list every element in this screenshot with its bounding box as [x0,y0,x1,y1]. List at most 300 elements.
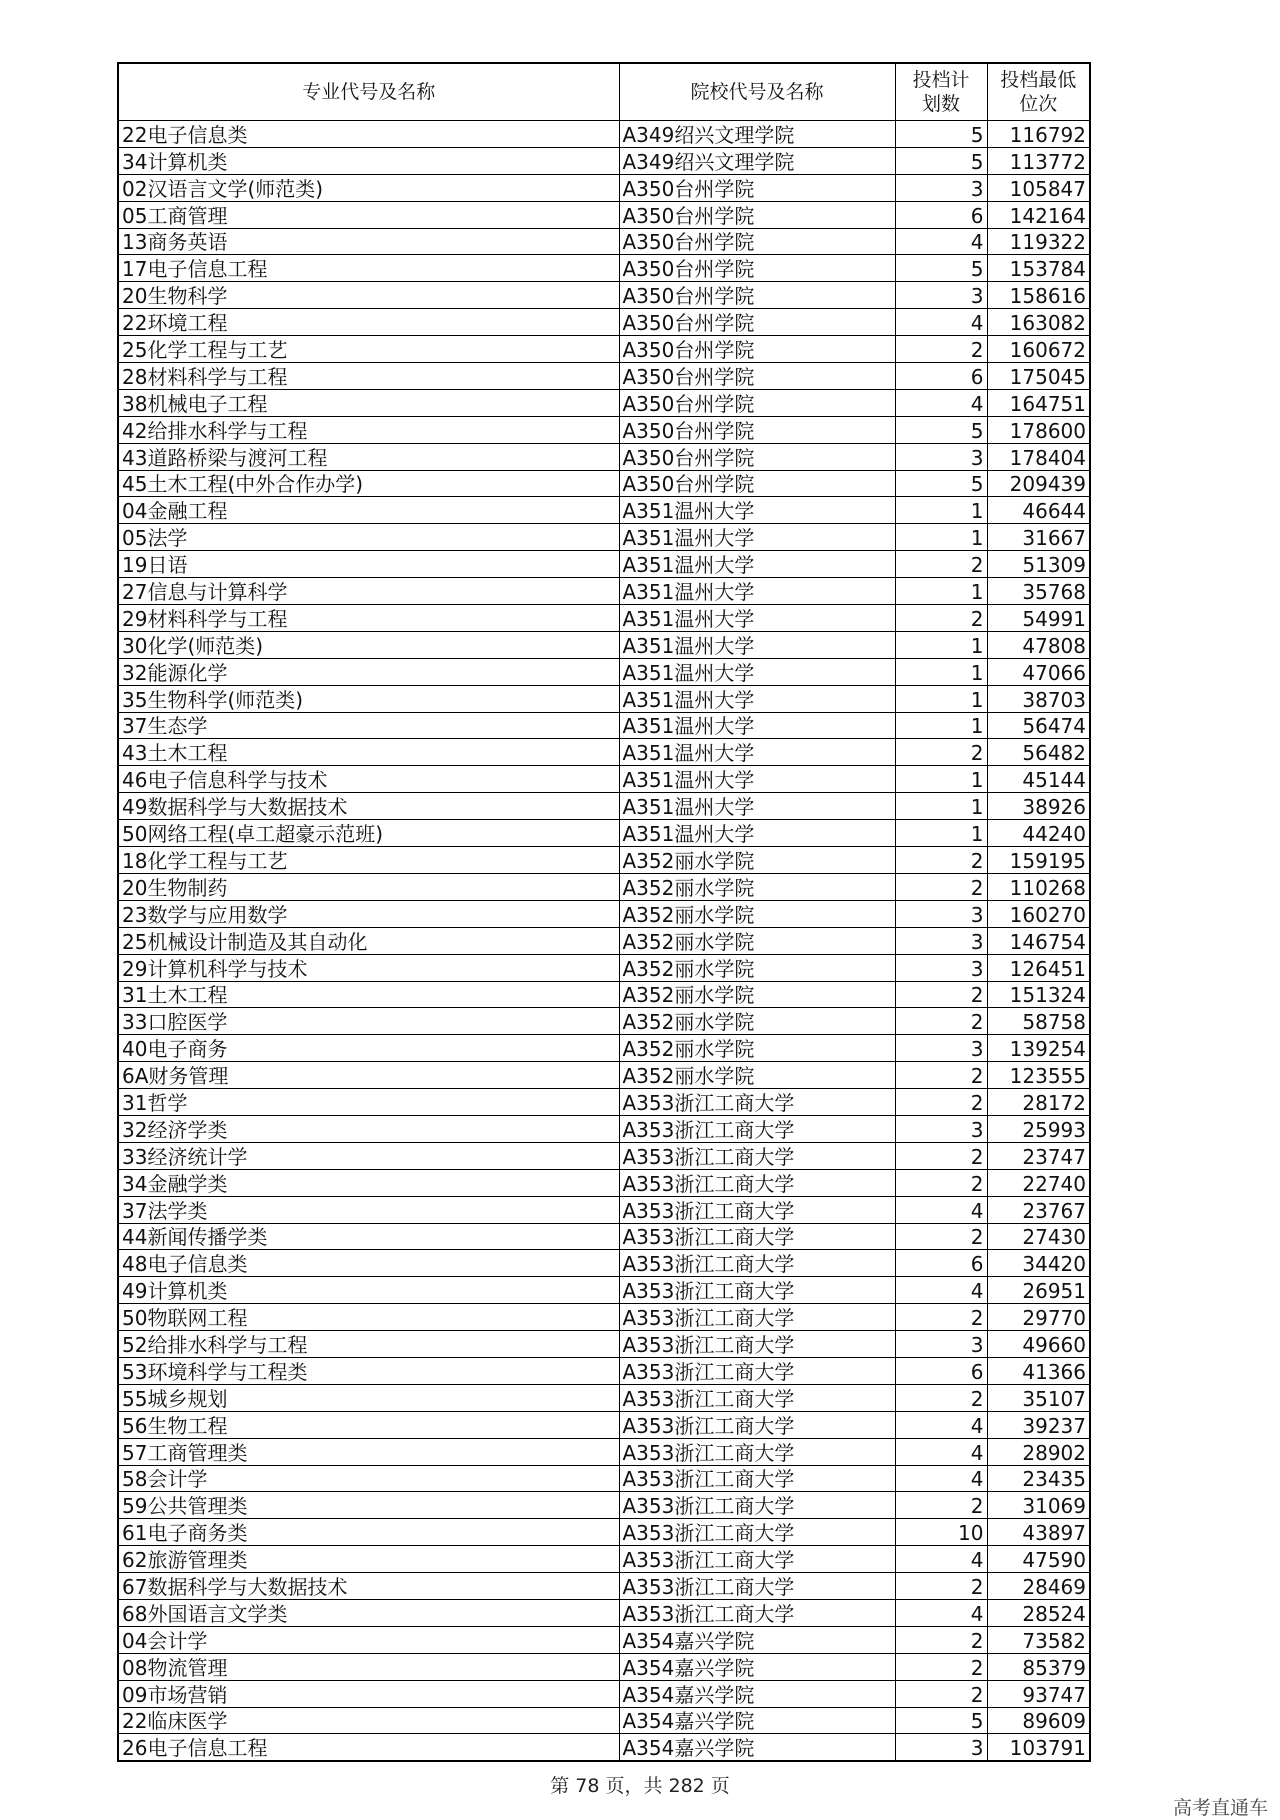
cell-major: 55城乡规划 [118,1384,619,1411]
table-row [118,1653,1090,1680]
cell-major: 61电子商务类 [118,1519,619,1546]
cell-plan-count: 3 [895,1331,987,1358]
table-row [118,1626,1090,1653]
cell-school: A353浙江工商大学 [619,1089,895,1116]
cell-min-rank: 146754 [987,927,1090,954]
cell-min-rank: 49660 [987,1331,1090,1358]
table-row [118,363,1090,390]
cell-plan-count: 2 [895,605,987,632]
cell-major: 23数学与应用数学 [118,900,619,927]
cell-plan-count: 6 [895,201,987,228]
cell-school: A353浙江工商大学 [619,1115,895,1142]
cell-school: A351温州大学 [619,712,895,739]
cell-plan-count: 4 [895,1438,987,1465]
cell-school: A353浙江工商大学 [619,1223,895,1250]
cell-min-rank: 25993 [987,1115,1090,1142]
cell-min-rank: 93747 [987,1680,1090,1707]
cell-plan-count: 1 [895,685,987,712]
table-row [118,605,1090,632]
table-row [118,1411,1090,1438]
table-row [118,1357,1090,1384]
cell-plan-count: 2 [895,1492,987,1519]
table-row [118,228,1090,255]
cell-plan-count: 3 [895,174,987,201]
cell-major: 22电子信息类 [118,121,619,148]
cell-school: A350台州学院 [619,228,895,255]
table-row [118,1465,1090,1492]
cell-major: 26电子信息工程 [118,1734,619,1761]
cell-min-rank: 51309 [987,551,1090,578]
cell-min-rank: 160270 [987,900,1090,927]
cell-major: 67数据科学与大数据技术 [118,1573,619,1600]
cell-major: 04会计学 [118,1626,619,1653]
cell-major: 25机械设计制造及其自动化 [118,927,619,954]
table-row [118,1492,1090,1519]
cell-school: A351温州大学 [619,685,895,712]
cell-plan-count: 6 [895,1357,987,1384]
cell-min-rank: 23435 [987,1465,1090,1492]
table-row [118,121,1090,148]
cell-min-rank: 158616 [987,282,1090,309]
cell-school: A353浙江工商大学 [619,1196,895,1223]
cell-major: 34计算机类 [118,147,619,174]
table-row [118,1169,1090,1196]
table-row [118,766,1090,793]
cell-min-rank: 58758 [987,1008,1090,1035]
table-row [118,1277,1090,1304]
cell-plan-count: 1 [895,524,987,551]
table-row [118,1384,1090,1411]
table-row [118,1546,1090,1573]
cell-min-rank: 56482 [987,739,1090,766]
cell-plan-count: 3 [895,927,987,954]
cell-min-rank: 73582 [987,1626,1090,1653]
cell-school: A352丽水学院 [619,954,895,981]
cell-school: A350台州学院 [619,309,895,336]
table-row [118,1438,1090,1465]
cell-min-rank: 153784 [987,255,1090,282]
cell-major: 49数据科学与大数据技术 [118,793,619,820]
header-rank-line2: 位次 [1019,93,1058,115]
cell-min-rank: 28902 [987,1438,1090,1465]
cell-school: A353浙江工商大学 [619,1331,895,1358]
table-row [118,1115,1090,1142]
table-row [118,416,1090,443]
cell-plan-count: 2 [895,1304,987,1331]
table-row [118,497,1090,524]
cell-major: 59公共管理类 [118,1492,619,1519]
cell-major: 13商务英语 [118,228,619,255]
cell-min-rank: 103791 [987,1734,1090,1761]
table-row [118,389,1090,416]
cell-school: A352丽水学院 [619,873,895,900]
cell-min-rank: 31069 [987,1492,1090,1519]
cell-major: 29计算机科学与技术 [118,954,619,981]
cell-min-rank: 123555 [987,1062,1090,1089]
header-rank-line1: 投档最低 [1000,69,1077,91]
cell-school: A354嘉兴学院 [619,1626,895,1653]
table-row [118,174,1090,201]
cell-plan-count: 2 [895,739,987,766]
cell-major: 22环境工程 [118,309,619,336]
cell-min-rank: 142164 [987,201,1090,228]
cell-school: A353浙江工商大学 [619,1492,895,1519]
table-row [118,1573,1090,1600]
table-row [118,1196,1090,1223]
cell-plan-count: 2 [895,551,987,578]
cell-major: 49计算机类 [118,1277,619,1304]
cell-plan-count: 3 [895,282,987,309]
cell-school: A353浙江工商大学 [619,1573,895,1600]
header-plan [895,63,987,121]
cell-min-rank: 47590 [987,1546,1090,1573]
cell-plan-count: 2 [895,1653,987,1680]
cell-plan-count: 2 [895,1169,987,1196]
cell-major: 37法学类 [118,1196,619,1223]
cell-school: A352丽水学院 [619,981,895,1008]
cell-school: A353浙江工商大学 [619,1142,895,1169]
cell-min-rank: 151324 [987,981,1090,1008]
cell-major: 28材料科学与工程 [118,363,619,390]
cell-plan-count: 4 [895,1465,987,1492]
cell-major: 68外国语言文学类 [118,1599,619,1626]
cell-major: 42给排水科学与工程 [118,416,619,443]
cell-school: A353浙江工商大学 [619,1304,895,1331]
table-row [118,255,1090,282]
cell-school: A352丽水学院 [619,900,895,927]
cell-major: 57工商管理类 [118,1438,619,1465]
cell-major: 46电子信息科学与技术 [118,766,619,793]
cell-plan-count: 1 [895,497,987,524]
table-row [118,578,1090,605]
cell-min-rank: 139254 [987,1035,1090,1062]
cell-plan-count: 2 [895,1384,987,1411]
table-row [118,712,1090,739]
cell-min-rank: 22740 [987,1169,1090,1196]
cell-plan-count: 2 [895,1680,987,1707]
table-row [118,685,1090,712]
cell-major: 33口腔医学 [118,1008,619,1035]
watermark: 高考直通车 [1172,1797,1268,1819]
cell-min-rank: 163082 [987,309,1090,336]
cell-school: A354嘉兴学院 [619,1653,895,1680]
cell-min-rank: 47808 [987,631,1090,658]
cell-min-rank: 35768 [987,578,1090,605]
table-row [118,336,1090,363]
cell-plan-count: 5 [895,1707,987,1734]
cell-plan-count: 2 [895,981,987,1008]
cell-major: 31土木工程 [118,981,619,1008]
cell-major: 34金融学类 [118,1169,619,1196]
cell-school: A350台州学院 [619,336,895,363]
cell-school: A353浙江工商大学 [619,1599,895,1626]
cell-min-rank: 43897 [987,1519,1090,1546]
cell-school: A350台州学院 [619,416,895,443]
table-row [118,1062,1090,1089]
cell-school: A353浙江工商大学 [619,1277,895,1304]
admission-table [117,62,1091,1762]
table-row [118,1680,1090,1707]
table-row [118,1734,1090,1761]
cell-plan-count: 2 [895,1062,987,1089]
table-row [118,1331,1090,1358]
cell-major: 40电子商务 [118,1035,619,1062]
cell-major: 09市场营销 [118,1680,619,1707]
cell-school: A350台州学院 [619,363,895,390]
table-row [118,1707,1090,1734]
cell-school: A350台州学院 [619,174,895,201]
cell-school: A351温州大学 [619,605,895,632]
cell-major: 52给排水科学与工程 [118,1331,619,1358]
cell-min-rank: 29770 [987,1304,1090,1331]
cell-plan-count: 6 [895,363,987,390]
table-row [118,1089,1090,1116]
cell-plan-count: 2 [895,1008,987,1035]
cell-plan-count: 4 [895,228,987,255]
cell-school: A353浙江工商大学 [619,1169,895,1196]
cell-school: A352丽水学院 [619,847,895,874]
cell-school: A353浙江工商大学 [619,1519,895,1546]
table-row [118,1250,1090,1277]
cell-min-rank: 23747 [987,1142,1090,1169]
cell-school: A354嘉兴学院 [619,1680,895,1707]
cell-plan-count: 6 [895,1250,987,1277]
cell-major: 33经济统计学 [118,1142,619,1169]
cell-min-rank: 164751 [987,389,1090,416]
table-row [118,524,1090,551]
cell-plan-count: 5 [895,416,987,443]
cell-plan-count: 1 [895,658,987,685]
cell-school: A351温州大学 [619,766,895,793]
cell-major: 20生物科学 [118,282,619,309]
cell-plan-count: 2 [895,1142,987,1169]
cell-major: 43道路桥梁与渡河工程 [118,443,619,470]
cell-min-rank: 159195 [987,847,1090,874]
table-row [118,1008,1090,1035]
cell-plan-count: 1 [895,766,987,793]
cell-school: A350台州学院 [619,201,895,228]
table-row [118,1035,1090,1062]
table-row [118,927,1090,954]
cell-min-rank: 38926 [987,793,1090,820]
table-row [118,551,1090,578]
cell-min-rank: 54991 [987,605,1090,632]
cell-major: 02汉语言文学(师范类) [118,174,619,201]
cell-min-rank: 178600 [987,416,1090,443]
cell-min-rank: 31667 [987,524,1090,551]
cell-major: 29材料科学与工程 [118,605,619,632]
cell-min-rank: 27430 [987,1223,1090,1250]
cell-school: A351温州大学 [619,793,895,820]
cell-plan-count: 4 [895,1599,987,1626]
table-row [118,1304,1090,1331]
cell-school: A351温州大学 [619,524,895,551]
cell-school: A351温州大学 [619,820,895,847]
cell-major: 53环境科学与工程类 [118,1357,619,1384]
table-row [118,658,1090,685]
cell-min-rank: 110268 [987,873,1090,900]
cell-major: 6A财务管理 [118,1062,619,1089]
cell-school: A353浙江工商大学 [619,1357,895,1384]
cell-plan-count: 3 [895,954,987,981]
cell-plan-count: 1 [895,631,987,658]
cell-major: 27信息与计算科学 [118,578,619,605]
cell-plan-count: 1 [895,820,987,847]
cell-min-rank: 85379 [987,1653,1090,1680]
cell-plan-count: 2 [895,336,987,363]
cell-plan-count: 4 [895,1196,987,1223]
cell-school: A352丽水学院 [619,1035,895,1062]
table-row [118,847,1090,874]
table-row [118,900,1090,927]
cell-major: 32能源化学 [118,658,619,685]
cell-plan-count: 2 [895,847,987,874]
cell-plan-count: 4 [895,389,987,416]
cell-major: 17电子信息工程 [118,255,619,282]
cell-plan-count: 2 [895,1573,987,1600]
cell-school: A351温州大学 [619,551,895,578]
cell-school: A349绍兴文理学院 [619,121,895,148]
table-row [118,1223,1090,1250]
cell-major: 37生态学 [118,712,619,739]
cell-school: A350台州学院 [619,282,895,309]
table-row [118,1142,1090,1169]
cell-school: A353浙江工商大学 [619,1465,895,1492]
cell-min-rank: 38703 [987,685,1090,712]
cell-min-rank: 56474 [987,712,1090,739]
cell-major: 58会计学 [118,1465,619,1492]
cell-min-rank: 178404 [987,443,1090,470]
cell-plan-count: 1 [895,578,987,605]
cell-min-rank: 35107 [987,1384,1090,1411]
cell-major: 20生物制药 [118,873,619,900]
cell-plan-count: 1 [895,712,987,739]
cell-min-rank: 47066 [987,658,1090,685]
cell-school: A350台州学院 [619,255,895,282]
cell-plan-count: 3 [895,1734,987,1761]
cell-major: 25化学工程与工艺 [118,336,619,363]
cell-min-rank: 45144 [987,766,1090,793]
cell-min-rank: 34420 [987,1250,1090,1277]
cell-major: 31哲学 [118,1089,619,1116]
cell-major: 50物联网工程 [118,1304,619,1331]
cell-school: A352丽水学院 [619,1008,895,1035]
cell-min-rank: 44240 [987,820,1090,847]
table-row [118,820,1090,847]
cell-major: 08物流管理 [118,1653,619,1680]
cell-major: 04金融工程 [118,497,619,524]
cell-school: A351温州大学 [619,658,895,685]
cell-plan-count: 10 [895,1519,987,1546]
page-number: 第 78 页，共 282 页 [550,1775,730,1797]
cell-school: A354嘉兴学院 [619,1734,895,1761]
table-row [118,201,1090,228]
cell-major: 22临床医学 [118,1707,619,1734]
cell-major: 43土木工程 [118,739,619,766]
cell-plan-count: 2 [895,1089,987,1116]
cell-school: A352丽水学院 [619,927,895,954]
cell-min-rank: 113772 [987,147,1090,174]
cell-school: A351温州大学 [619,578,895,605]
cell-min-rank: 23767 [987,1196,1090,1223]
cell-major: 35生物科学(师范类) [118,685,619,712]
cell-school: A354嘉兴学院 [619,1707,895,1734]
cell-plan-count: 3 [895,900,987,927]
cell-min-rank: 28524 [987,1599,1090,1626]
cell-plan-count: 5 [895,470,987,497]
cell-min-rank: 89609 [987,1707,1090,1734]
table-row [118,282,1090,309]
cell-school: A351温州大学 [619,497,895,524]
header-school: 院校代号及名称 [619,63,895,121]
cell-school: A353浙江工商大学 [619,1250,895,1277]
cell-school: A350台州学院 [619,443,895,470]
cell-major: 44新闻传播学类 [118,1223,619,1250]
cell-plan-count: 4 [895,1277,987,1304]
cell-plan-count: 5 [895,255,987,282]
cell-school: A350台州学院 [619,389,895,416]
table-row [118,954,1090,981]
cell-plan-count: 4 [895,1411,987,1438]
header-plan-line1: 投档计 [912,69,970,91]
cell-major: 05法学 [118,524,619,551]
header-major: 专业代号及名称 [118,63,619,121]
cell-school: A351温州大学 [619,631,895,658]
cell-major: 30化学(师范类) [118,631,619,658]
cell-plan-count: 2 [895,873,987,900]
table-body [118,121,1090,1762]
cell-plan-count: 4 [895,1546,987,1573]
header-min-rank [987,63,1090,121]
cell-min-rank: 46644 [987,497,1090,524]
cell-min-rank: 28469 [987,1573,1090,1600]
header-row [118,63,1090,121]
table-row [118,147,1090,174]
cell-plan-count: 4 [895,309,987,336]
table-row [118,631,1090,658]
cell-school: A351温州大学 [619,739,895,766]
cell-min-rank: 126451 [987,954,1090,981]
cell-major: 32经济学类 [118,1115,619,1142]
table-row [118,739,1090,766]
table-row [118,309,1090,336]
cell-plan-count: 1 [895,793,987,820]
cell-major: 62旅游管理类 [118,1546,619,1573]
table-row [118,873,1090,900]
cell-school: A353浙江工商大学 [619,1411,895,1438]
table-row [118,981,1090,1008]
cell-plan-count: 2 [895,1626,987,1653]
header-plan-line2: 划数 [921,93,960,115]
cell-min-rank: 39237 [987,1411,1090,1438]
cell-school: A352丽水学院 [619,1062,895,1089]
cell-plan-count: 3 [895,443,987,470]
cell-min-rank: 160672 [987,336,1090,363]
cell-major: 48电子信息类 [118,1250,619,1277]
cell-min-rank: 41366 [987,1357,1090,1384]
cell-min-rank: 105847 [987,174,1090,201]
cell-min-rank: 26951 [987,1277,1090,1304]
cell-min-rank: 175045 [987,363,1090,390]
table-row [118,443,1090,470]
cell-school: A353浙江工商大学 [619,1384,895,1411]
cell-min-rank: 209439 [987,470,1090,497]
table-row [118,470,1090,497]
cell-plan-count: 2 [895,1223,987,1250]
table-row [118,793,1090,820]
cell-plan-count: 3 [895,1035,987,1062]
cell-school: A353浙江工商大学 [619,1546,895,1573]
